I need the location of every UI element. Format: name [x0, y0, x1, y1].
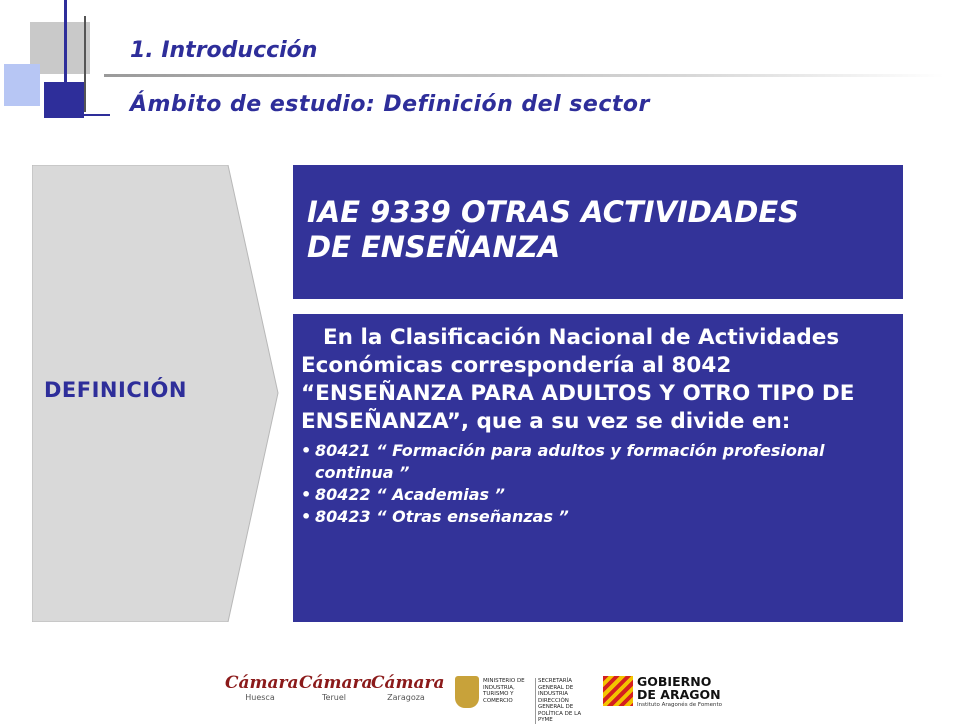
iae-code-box: [293, 165, 903, 299]
ministerio-industria-logo: MINISTERIO DE INDUSTRIA, TURISMO Y COMERCIO SECRETARÍA GENERAL DE INDUSTRIA DIRECCIÓN GENERAL DE POLÍTICA DE LA PYME: [455, 676, 587, 710]
decorative-vertical-line: [64, 0, 67, 112]
coat-of-arms-icon: [455, 676, 479, 708]
subcategory-80423: 80423 “ Otras enseñanzas ”: [315, 507, 569, 526]
slide-title: 1. Introducción: [130, 38, 318, 63]
sponsor-logos: [225, 672, 725, 723]
decorative-horizontal-rule: [104, 74, 944, 77]
camara-zaragoza-logo: Cámara Zaragoza: [371, 673, 445, 702]
cnae-description: En la Clasificación Nacional de Actividades Económicas correspondería al 8042 “ENSEÑANZA PARA ADULTOS Y OTRO TIPO DE ENSEÑANZA”, que a su vez se divide en:: [301, 325, 855, 434]
list-item: [301, 440, 893, 484]
bullet-icon: •: [301, 441, 312, 460]
definition-label: DEFINICIÓN: [44, 378, 187, 402]
bullet-icon: •: [301, 485, 312, 504]
cnae-classification-box: [293, 314, 903, 622]
list-item: [301, 484, 893, 506]
bullet-icon: •: [301, 507, 312, 526]
list-item: [301, 506, 893, 528]
decorative-horizontal-accent: [60, 114, 110, 116]
subcategory-80421: 80421 “ Formación para adultos y formación profesional continua ”: [315, 441, 825, 482]
slide-subtitle: Ámbito de estudio: Definición del sector: [130, 92, 650, 117]
iae-code-title-line1: IAE 9339 OTRAS ACTIVIDADES: [307, 195, 800, 229]
camara-teruel-logo: Cámara Teruel: [299, 673, 373, 702]
subcategory-list: [301, 440, 893, 528]
aragon-flag-icon: [603, 676, 633, 706]
decorative-light-blue-square: [4, 64, 40, 106]
decorative-vertical-line-secondary: [84, 16, 86, 112]
camara-huesca-logo: Cámara Huesca: [225, 673, 299, 702]
iae-code-title-line2: DE ENSEÑANZA: [307, 230, 561, 264]
gobierno-aragon-logo: GOBIERNO DE ARAGON Instituto Aragonés de Fomento: [603, 674, 725, 710]
subcategory-80422: 80422 “ Academias ”: [315, 485, 505, 504]
